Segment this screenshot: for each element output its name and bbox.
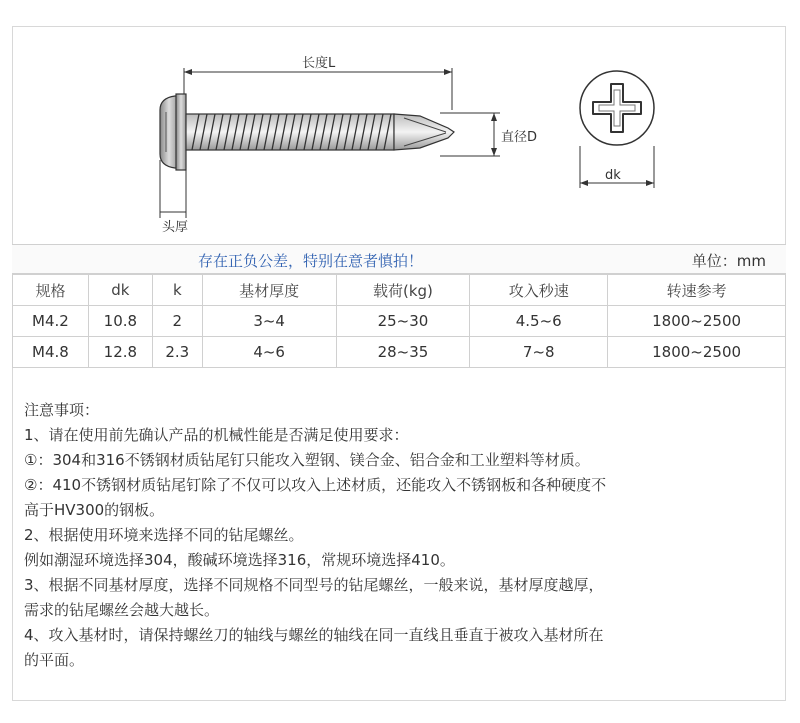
note-line: 需求的钻尾螺丝会越大越长。 xyxy=(24,601,220,619)
notes-title: 注意事项： xyxy=(24,401,100,419)
note-line: 2、根据使用环境来选择不同的钻尾螺丝。 xyxy=(24,526,304,544)
length-label: 长度L xyxy=(302,56,336,71)
table-cell: 3~4 xyxy=(202,306,336,337)
table-cell: 1800~2500 xyxy=(608,306,786,337)
unit-label: 单位：mm xyxy=(691,252,766,270)
note-line: ①：304和316不锈钢材质钻尾钉只能攻入塑钢、镁合金、铝合金和工业塑料等材质。 xyxy=(24,451,590,469)
note-line: 4、攻入基材时，请保持螺丝刀的轴线与螺丝的轴线在同一直线且垂直于被攻入基材所在 xyxy=(24,626,604,644)
table-cell: 7~8 xyxy=(470,337,608,368)
table-cell: 28~35 xyxy=(336,337,470,368)
table-cell: M4.2 xyxy=(13,306,89,337)
screw-drawing xyxy=(0,0,800,245)
note-line: 3、根据不同基材厚度，选择不同规格不同型号的钻尾螺丝，一般来说，基材厚度越厚， xyxy=(24,576,604,594)
table-cell: 25~30 xyxy=(336,306,470,337)
table-header-row xyxy=(13,275,786,306)
header-cell: k xyxy=(152,275,202,306)
table-row xyxy=(13,337,786,368)
table-cell: 4~6 xyxy=(202,337,336,368)
usage-notes xyxy=(24,398,764,673)
screw-head xyxy=(160,94,186,170)
note-line: 1、请在使用前先确认产品的机械性能是否满足使用要求： xyxy=(24,426,409,444)
spec-table xyxy=(12,274,786,368)
header-cell: 攻入秒速 xyxy=(470,275,608,306)
table-cell: 1800~2500 xyxy=(608,337,786,368)
notice-row xyxy=(12,244,786,274)
note-line: 的平面。 xyxy=(24,651,85,669)
header-cell: 载荷(kg) xyxy=(336,275,470,306)
header-cell: 规格 xyxy=(13,275,89,306)
header-cell: dk xyxy=(88,275,152,306)
screw-shaft xyxy=(186,114,454,150)
table-cell: 2 xyxy=(152,306,202,337)
dk-label: dk xyxy=(605,168,621,183)
length-dimension xyxy=(184,68,452,110)
table-cell: 10.8 xyxy=(88,306,152,337)
table-row xyxy=(13,306,786,337)
note-line: ②：410不锈钢材质钻尾钉除了不仅可以攻入上述材质，还能攻入不锈钢板和各种硬度不 xyxy=(24,476,607,494)
table-cell: 12.8 xyxy=(88,337,152,368)
note-line: 高于HV300的钢板。 xyxy=(24,501,165,519)
tolerance-notice: 存在正负公差，特别在意者慎拍！ xyxy=(198,252,424,270)
head-thickness-label: 头厚 xyxy=(162,220,189,235)
table-cell: 4.5~6 xyxy=(470,306,608,337)
header-cell: 基材厚度 xyxy=(202,275,336,306)
diameter-label: 直径D xyxy=(501,130,538,145)
table-cell: 2.3 xyxy=(152,337,202,368)
table-cell: M4.8 xyxy=(13,337,89,368)
header-cell: 转速参考 xyxy=(608,275,786,306)
note-line: 例如潮湿环境选择304，酸碱环境选择316，常规环境选择410。 xyxy=(24,551,455,569)
